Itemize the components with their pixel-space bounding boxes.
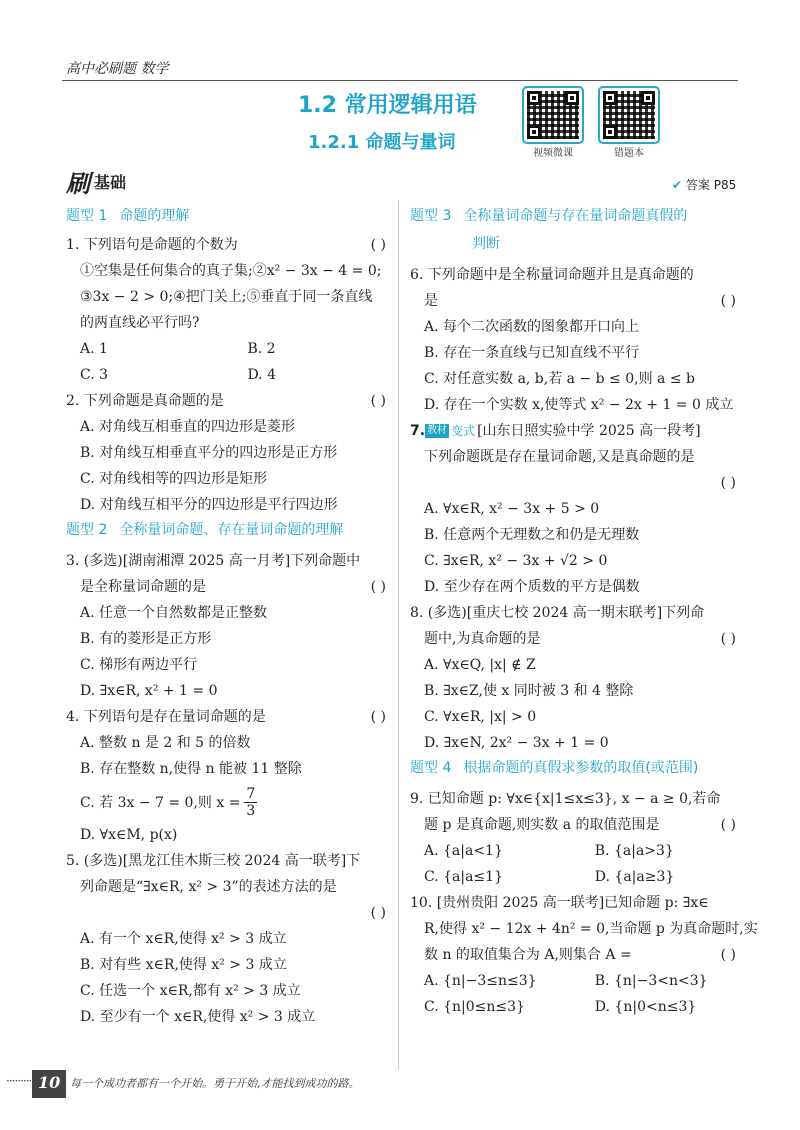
qr-video[interactable] bbox=[522, 86, 584, 159]
answer-blank: ( ) bbox=[370, 579, 386, 595]
answer-blank: ( ) bbox=[720, 475, 736, 491]
question-line bbox=[66, 848, 390, 874]
question-text: 是 bbox=[424, 293, 438, 309]
question-line bbox=[66, 232, 390, 258]
question-line bbox=[66, 978, 390, 1004]
question-text: 数 n 的取值集合为 A,则集合 A = bbox=[424, 947, 632, 963]
answer-blank: ( ) bbox=[720, 947, 736, 963]
answer-blank: ( ) bbox=[370, 393, 386, 409]
question-line bbox=[410, 678, 740, 704]
option-label: D. {a|a≥3} bbox=[594, 869, 675, 885]
fraction bbox=[244, 786, 257, 819]
option-text: B. 对有些 x∈R,使得 x² > 3 成立 bbox=[80, 957, 287, 973]
question-text: 题 p 是真命题,则实数 a 的取值范围是 bbox=[424, 817, 660, 833]
qr-code-icon bbox=[598, 86, 660, 144]
question-line bbox=[66, 414, 390, 440]
question-text: 是全称量词命题的是 bbox=[80, 579, 206, 595]
question-line bbox=[410, 340, 740, 366]
option-label: C. {a|a≤1} bbox=[424, 869, 503, 885]
question-text: 的两直线必平行吗? bbox=[80, 315, 200, 331]
question-text: ③3x − 2 > 0;④把门关上;⑤垂直于同一条直线 bbox=[80, 289, 373, 305]
question-line bbox=[66, 730, 390, 756]
question-line bbox=[410, 626, 740, 652]
answer-blank: ( ) bbox=[370, 905, 386, 921]
question-text: ①空集是任何集合的真子集;②x² − 3x − 4 = 0; bbox=[80, 263, 382, 279]
option-text: D. 至少有一个 x∈R,使得 x² > 3 成立 bbox=[80, 1009, 316, 1025]
question-text: 1. 下列语句是命题的个数为 bbox=[66, 237, 238, 253]
question-line bbox=[410, 262, 740, 288]
question-line bbox=[66, 822, 390, 848]
question-line bbox=[410, 812, 740, 838]
option-label: A. 1 bbox=[80, 341, 108, 357]
option-text: B. 存在一条直线与已知直线不平行 bbox=[424, 345, 640, 361]
question-line bbox=[410, 418, 740, 444]
option-text: A. ∀x∈R, x² − 3x + 5 > 0 bbox=[424, 501, 600, 517]
qr-caption: 视频微课 bbox=[533, 148, 573, 159]
question-line bbox=[410, 916, 758, 942]
option-text: D. ∃x∈R, x² + 1 = 0 bbox=[80, 683, 218, 699]
option-label: D. {n|0<n≤3} bbox=[594, 999, 697, 1015]
topic-number: 题型 3 bbox=[410, 208, 452, 224]
option-text: C. ∀x∈R, |x| > 0 bbox=[424, 709, 537, 725]
question-line bbox=[410, 392, 740, 418]
question-line bbox=[410, 652, 740, 678]
option-text: B. 有的菱形是正方形 bbox=[80, 631, 212, 647]
answer-blank: ( ) bbox=[370, 709, 386, 725]
check-icon: ✔ bbox=[672, 178, 683, 192]
question-line bbox=[66, 900, 390, 926]
question-line bbox=[410, 890, 740, 916]
question-line bbox=[66, 652, 390, 678]
option-row bbox=[66, 786, 390, 819]
question-line bbox=[410, 548, 740, 574]
question-text: 9. 已知命题 p: ∀x∈{x|1≤x≤3}, x − a ≥ 0,若命 bbox=[410, 791, 721, 807]
header-rule bbox=[62, 80, 738, 81]
option-text: C. 任选一个 x∈R,都有 x² > 3 成立 bbox=[80, 983, 301, 999]
fraction-denominator: 3 bbox=[246, 803, 256, 819]
question-line bbox=[66, 258, 390, 284]
question-line bbox=[66, 756, 390, 782]
answer-blank: ( ) bbox=[370, 237, 386, 253]
topic-heading bbox=[66, 204, 390, 228]
option-text: C. 梯形有两边平行 bbox=[80, 657, 198, 673]
fraction-numerator: 7 bbox=[246, 786, 256, 802]
question-text: 5. (多选)[黑龙江佳木斯三校 2024 高一联考]下 bbox=[66, 853, 361, 869]
option-label: B. 2 bbox=[247, 341, 276, 357]
question-line bbox=[66, 466, 390, 492]
topic-text: 命题的理解 bbox=[119, 208, 190, 224]
option-text: A. 任意一个自然数都是正整数 bbox=[80, 605, 268, 621]
option-label: A. {n|−3≤n≤3} bbox=[424, 973, 537, 989]
option-text: C. 对任意实数 a, b,若 a − b ≤ 0,则 a ≤ b bbox=[424, 371, 695, 387]
topic-number: 题型 4 bbox=[410, 760, 452, 776]
question-line bbox=[66, 1004, 390, 1030]
option-text: A. ∀x∈Q, |x| ∉ Z bbox=[424, 657, 536, 673]
topic-number: 题型 1 bbox=[66, 208, 108, 224]
question-text: 列命题是“∃x∈R, x² > 3”的表述方法的是 bbox=[80, 879, 337, 895]
question-line bbox=[410, 496, 740, 522]
question-line bbox=[410, 522, 740, 548]
question-line bbox=[66, 600, 390, 626]
option-label: B. {a|a>3} bbox=[594, 843, 674, 859]
question-line bbox=[410, 730, 740, 756]
option-text: A. 整数 n 是 2 和 5 的倍数 bbox=[80, 735, 251, 751]
option-text: D. 对角线互相平分的四边形是平行四边形 bbox=[80, 497, 338, 513]
option-text: A. 有一个 x∈R,使得 x² > 3 成立 bbox=[80, 931, 287, 947]
question-line bbox=[410, 444, 740, 470]
question-line bbox=[66, 492, 390, 518]
option-text: A. 对角线互相垂直的四边形是菱形 bbox=[80, 419, 296, 435]
question-line bbox=[410, 470, 740, 496]
option-text: B. 存在整数 n,使得 n 能被 11 整除 bbox=[80, 761, 302, 777]
question-line bbox=[410, 314, 740, 340]
question-text: 4. 下列语句是存在量词命题的是 bbox=[66, 709, 266, 725]
answer-reference: ✔ 答案 P85 bbox=[672, 178, 737, 192]
question-text: R,使得 x² − 12x + 4n² = 0,当命题 p 为真命题时,实 bbox=[424, 921, 758, 937]
question-text: 2. 下列命题是真命题的是 bbox=[66, 393, 224, 409]
option-text: C. 对角线相等的四边形是矩形 bbox=[80, 471, 268, 487]
qr-caption: 错题本 bbox=[614, 148, 644, 159]
question-text: 题中,为真命题的是 bbox=[424, 631, 541, 647]
topic-heading bbox=[66, 518, 390, 542]
option-text: C. ∃x∈R, x² − 3x + √2 > 0 bbox=[424, 553, 608, 569]
question-line bbox=[66, 874, 390, 900]
option-label: D. 4 bbox=[247, 367, 276, 383]
question-text: [山东日照实验中学 2025 高一段考] bbox=[477, 423, 701, 439]
question-number: 7. bbox=[410, 423, 426, 439]
question-text: 10. [贵州贵阳 2025 高一联考]已知命题 p: ∃x∈ bbox=[410, 895, 709, 911]
option-label: B. {n|−3<n<3} bbox=[594, 973, 708, 989]
topic-heading bbox=[410, 756, 740, 780]
option-text: C. 若 3x − 7 = 0,则 x = bbox=[80, 794, 241, 811]
topic-heading bbox=[410, 232, 740, 256]
option-text: D. 至少存在两个质数的平方是偶数 bbox=[424, 579, 640, 595]
section-title: 1.2 常用逻辑用语 bbox=[298, 93, 477, 118]
question-text: 下列命题既是存在量词命题,又是真命题的是 bbox=[424, 449, 695, 465]
option-text: B. 任意两个无理数之和仍是无理数 bbox=[424, 527, 640, 543]
topic-text: 根据命题的真假求参数的取值(或范围) bbox=[463, 760, 699, 776]
option-text: B. 对角线互相垂直平分的四边形是正方形 bbox=[80, 445, 338, 461]
section-subtitle: 1.2.1 命题与量词 bbox=[308, 132, 456, 153]
option-text: A. 每个二次函数的图象都开口向上 bbox=[424, 319, 640, 335]
topic-text: 全称量词命题、存在量词命题的理解 bbox=[119, 522, 344, 538]
question-line bbox=[66, 310, 390, 336]
question-text: 3. (多选)[湖南湘潭 2025 高一月考]下列命题中 bbox=[66, 553, 361, 569]
question-line bbox=[66, 284, 390, 310]
qr-code-icon bbox=[522, 86, 584, 144]
brand-shua: 刷 bbox=[66, 170, 90, 198]
question-text: 6. 下列命题中是全称量词命题并且是真命题的 bbox=[410, 267, 694, 283]
variant-tag: 变式 bbox=[451, 424, 476, 438]
question-line bbox=[410, 366, 740, 392]
question-text: 8. (多选)[重庆七校 2024 高一期末联考]下列命 bbox=[410, 605, 705, 621]
answer-blank: ( ) bbox=[720, 631, 736, 647]
question-line bbox=[66, 574, 390, 600]
topic-number: 题型 2 bbox=[66, 522, 108, 538]
topic-text: 判断 bbox=[472, 236, 500, 252]
question-line bbox=[66, 704, 390, 730]
question-line bbox=[66, 926, 390, 952]
footer-dots: ········· bbox=[6, 1074, 32, 1088]
running-header: 高中必刷题 数学 bbox=[66, 61, 169, 77]
question-line bbox=[66, 678, 390, 704]
qr-errorbook[interactable] bbox=[598, 86, 660, 159]
question-line bbox=[410, 600, 740, 626]
option-text: D. 存在一个实数 x,使等式 x² − 2x + 1 = 0 成立 bbox=[424, 397, 734, 413]
brand-jichu: 基础 bbox=[94, 173, 127, 192]
question-line bbox=[66, 548, 390, 574]
option-label: C. {n|0≤n≤3} bbox=[424, 999, 525, 1015]
option-text: B. ∃x∈Z,使 x 同时被 3 和 4 整除 bbox=[424, 683, 634, 699]
textbook-tag: 教材 bbox=[427, 425, 448, 436]
answer-blank: ( ) bbox=[720, 293, 736, 309]
question-line bbox=[410, 704, 740, 730]
question-line bbox=[66, 440, 390, 466]
topic-heading bbox=[410, 204, 740, 228]
question-line bbox=[410, 786, 740, 812]
answer-blank: ( ) bbox=[720, 817, 736, 833]
question-line bbox=[410, 574, 740, 600]
question-line bbox=[410, 942, 740, 968]
option-label: A. {a|a<1} bbox=[424, 843, 503, 859]
question-line bbox=[66, 626, 390, 652]
option-text: D. ∃x∈N, 2x² − 3x + 1 = 0 bbox=[424, 735, 609, 751]
question-line bbox=[66, 388, 390, 414]
topic-text: 全称量词命题与存在量词命题真假的 bbox=[463, 208, 688, 224]
question-line bbox=[66, 952, 390, 978]
footer-motto: 每一个成功者都有一个开始。勇于开始,才能找到成功的路。 bbox=[70, 1077, 360, 1090]
question-line bbox=[410, 288, 740, 314]
option-text: D. ∀x∈M, p(x) bbox=[80, 827, 178, 843]
column-divider bbox=[398, 200, 399, 1070]
option-label: C. 3 bbox=[80, 367, 109, 383]
page-number: 10 bbox=[38, 1073, 61, 1092]
